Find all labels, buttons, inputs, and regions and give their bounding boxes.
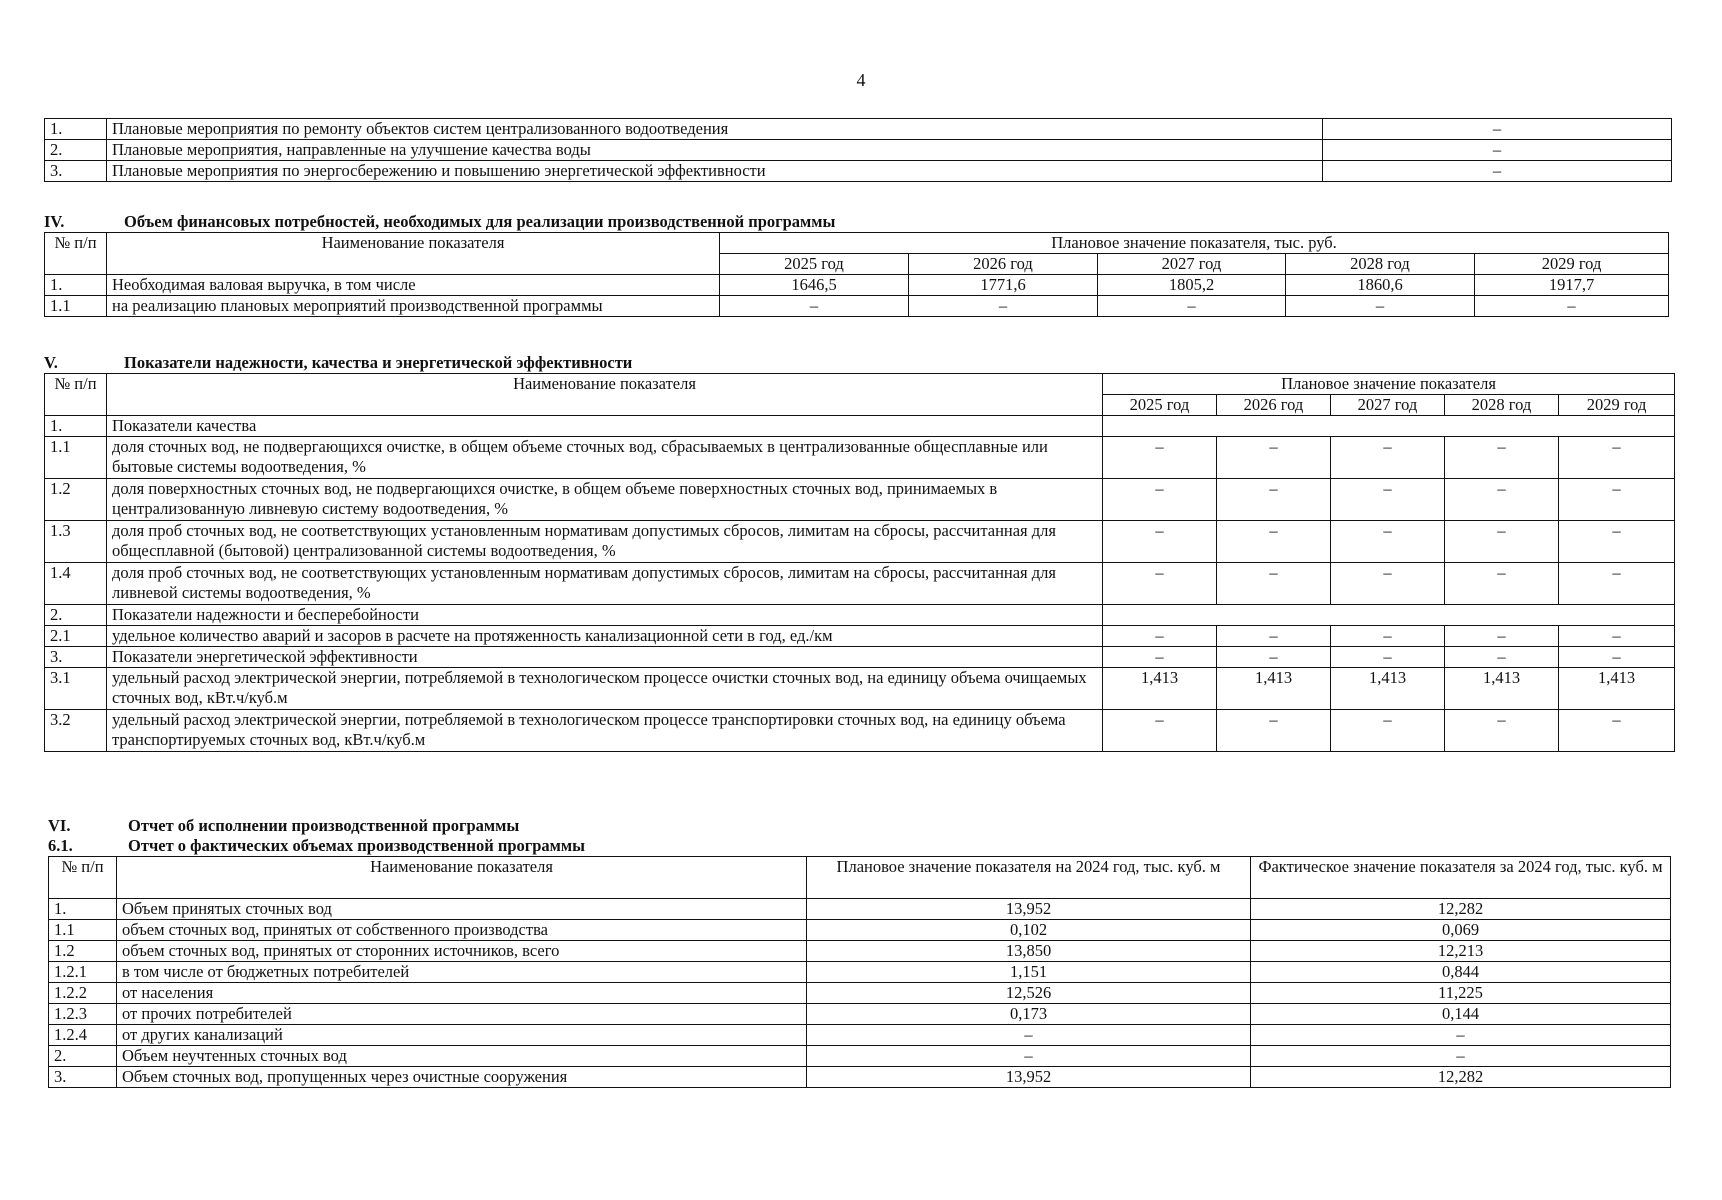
- row-plan-value: 13,952: [807, 1067, 1251, 1088]
- table-row: [49, 983, 1671, 1004]
- table-row: [45, 710, 1675, 752]
- production-volumes-report-table: [48, 856, 1671, 1088]
- table-row: [49, 899, 1671, 920]
- header-name: Наименование показателя: [107, 374, 1103, 416]
- section-vi-title: Отчет об исполнении производственной программы: [128, 816, 520, 835]
- header-num: № п/п: [49, 857, 117, 899]
- section-v-heading: [44, 353, 1675, 373]
- row-plan-value: 13,850: [807, 941, 1251, 962]
- row-name: удельный расход электрической энергии, потребляемой в технологическом процессе очистки сточных вод, на единицу объема очищаемых сточных вод, кВт.ч/куб.м: [107, 668, 1103, 710]
- row-value: –: [720, 296, 909, 317]
- row-value: –: [1103, 437, 1217, 479]
- table-row: [45, 479, 1675, 521]
- row-value: –: [1445, 647, 1559, 668]
- row-value: –: [1559, 521, 1675, 563]
- header-num: № п/п: [45, 233, 107, 275]
- section-6-1-heading: [48, 836, 1671, 856]
- row-value: 1,413: [1103, 668, 1217, 710]
- header-plan: Плановое значение показателя: [1103, 374, 1675, 395]
- row-name: объем сточных вод, принятых от сторонних источников, всего: [117, 941, 807, 962]
- section-iv-title: Объем финансовых потребностей, необходимых для реализации производственной программы: [124, 212, 836, 231]
- row-number: 1.2.2: [49, 983, 117, 1004]
- section-6-1-number: 6.1.: [48, 836, 73, 855]
- year-header: 2027 год: [1098, 254, 1286, 275]
- table-row: [49, 1067, 1671, 1088]
- row-plan-value: –: [807, 1046, 1251, 1067]
- header-name: Наименование показателя: [117, 857, 807, 899]
- section-vi-heading: [48, 816, 1671, 836]
- year-header: 2028 год: [1445, 395, 1559, 416]
- row-value: –: [1445, 521, 1559, 563]
- row-value: 1,413: [1331, 668, 1445, 710]
- row-value: –: [1445, 479, 1559, 521]
- row-value: –: [1445, 563, 1559, 605]
- header-name: Наименование показателя: [107, 233, 720, 275]
- row-value: 1,413: [1217, 668, 1331, 710]
- section-iv-number: IV.: [44, 212, 65, 231]
- row-number: 1.2.1: [49, 962, 117, 983]
- row-name: Необходимая валовая выручка, в том числе: [107, 275, 720, 296]
- row-value: 1860,6: [1286, 275, 1475, 296]
- row-value: –: [1445, 710, 1559, 752]
- row-number: 1.: [45, 119, 107, 140]
- table-row: [45, 296, 1669, 317]
- row-value: –: [1103, 626, 1217, 647]
- section-v: [44, 353, 1675, 752]
- row-value: 1,413: [1559, 668, 1675, 710]
- row-value: –: [1331, 521, 1445, 563]
- row-name: Объем сточных вод, пропущенных через очистные сооружения: [117, 1067, 807, 1088]
- row-value: –: [1217, 710, 1331, 752]
- row-fact-value: 0,144: [1251, 1004, 1671, 1025]
- row-number: 1.2: [45, 479, 107, 521]
- section-v-number: V.: [44, 353, 58, 372]
- table-row: [49, 941, 1671, 962]
- table-row: [45, 140, 1672, 161]
- row-number: 3.1: [45, 668, 107, 710]
- header-fact-2024: Фактическое значение показателя за 2024 год, тыс. куб. м: [1251, 857, 1671, 899]
- reliability-indicators-table: [44, 373, 1675, 752]
- row-value: 1805,2: [1098, 275, 1286, 296]
- row-value: –: [909, 296, 1098, 317]
- row-number: 1.2.3: [49, 1004, 117, 1025]
- row-number: 1.: [45, 416, 107, 437]
- row-fact-value: 12,282: [1251, 899, 1671, 920]
- page-number: 4: [856, 70, 866, 90]
- row-value: –: [1559, 626, 1675, 647]
- row-number: 1.2.4: [49, 1025, 117, 1046]
- row-number: 1.1: [45, 296, 107, 317]
- empty-cell: [1103, 605, 1675, 626]
- row-value: –: [1103, 647, 1217, 668]
- row-fact-value: 0,069: [1251, 920, 1671, 941]
- row-value: –: [1331, 647, 1445, 668]
- row-value: –: [1286, 296, 1475, 317]
- row-name: Объем неучтенных сточных вод: [117, 1046, 807, 1067]
- row-value: –: [1217, 647, 1331, 668]
- header-plan: Плановое значение показателя, тыс. руб.: [720, 233, 1669, 254]
- row-value: –: [1331, 563, 1445, 605]
- row-value: –: [1475, 296, 1669, 317]
- table-row: [45, 605, 1675, 626]
- header-plan-2024: Плановое значение показателя на 2024 год, тыс. куб. м: [807, 857, 1251, 899]
- row-name: Показатели энергетической эффективности: [107, 647, 1103, 668]
- table-row: [45, 626, 1675, 647]
- financial-needs-table: [44, 232, 1669, 317]
- table-row: [45, 521, 1675, 563]
- row-number: 2.: [45, 140, 107, 161]
- row-number: 2.1: [45, 626, 107, 647]
- row-name: доля поверхностных сточных вод, не подвергающихся очистке, в общем объеме поверхностных сточных вод, принимаемых в централизованную ливневую систему водоотведения, %: [107, 479, 1103, 521]
- row-value: 1771,6: [909, 275, 1098, 296]
- row-fact-value: 0,844: [1251, 962, 1671, 983]
- table-row: [49, 1025, 1671, 1046]
- year-header: 2026 год: [1217, 395, 1331, 416]
- row-name: Плановые мероприятия по энергосбережению и повышению энергетической эффективности: [107, 161, 1323, 182]
- row-name: Объем принятых сточных вод: [117, 899, 807, 920]
- year-header: 2025 год: [720, 254, 909, 275]
- row-fact-value: 12,282: [1251, 1067, 1671, 1088]
- row-name: Показатели надежности и бесперебойности: [107, 605, 1103, 626]
- row-value: –: [1331, 437, 1445, 479]
- table-row: [45, 416, 1675, 437]
- row-number: 1.2: [49, 941, 117, 962]
- row-value: –: [1323, 161, 1672, 182]
- row-name: удельное количество аварий и засоров в расчете на протяженность канализационной сети в год, ед./км: [107, 626, 1103, 647]
- empty-cell: [1103, 416, 1675, 437]
- row-plan-value: –: [807, 1025, 1251, 1046]
- section-v-title: Показатели надежности, качества и энергетической эффективности: [124, 353, 633, 372]
- row-plan-value: 0,173: [807, 1004, 1251, 1025]
- row-value: –: [1323, 140, 1672, 161]
- row-value: –: [1217, 563, 1331, 605]
- row-value: –: [1217, 437, 1331, 479]
- row-value: –: [1323, 119, 1672, 140]
- year-header: 2028 год: [1286, 254, 1475, 275]
- row-name: Показатели качества: [107, 416, 1103, 437]
- row-number: 1.1: [49, 920, 117, 941]
- row-name: доля проб сточных вод, не соответствующих установленным нормативам допустимых сбросов, лимитам на сбросы, рассчитанная для ливневой системы водоотведения, %: [107, 563, 1103, 605]
- year-header: 2029 год: [1475, 254, 1669, 275]
- row-value: –: [1103, 710, 1217, 752]
- header-num: № п/п: [45, 374, 107, 416]
- table-row: [45, 668, 1675, 710]
- table-row: [49, 1004, 1671, 1025]
- table-row: [45, 437, 1675, 479]
- table-row: [45, 563, 1675, 605]
- planned-measures-table: [44, 118, 1672, 182]
- row-number: 2.: [49, 1046, 117, 1067]
- row-value: –: [1103, 563, 1217, 605]
- row-value: –: [1217, 626, 1331, 647]
- year-header: 2025 год: [1103, 395, 1217, 416]
- row-number: 3.: [45, 647, 107, 668]
- row-value: 1646,5: [720, 275, 909, 296]
- section-iv: [44, 212, 1669, 317]
- row-name: от других канализаций: [117, 1025, 807, 1046]
- row-plan-value: 0,102: [807, 920, 1251, 941]
- section-iv-heading: [44, 212, 1669, 232]
- row-number: 1.4: [45, 563, 107, 605]
- row-value: –: [1559, 647, 1675, 668]
- table-row: [45, 647, 1675, 668]
- table-row: [45, 275, 1669, 296]
- row-name: от прочих потребителей: [117, 1004, 807, 1025]
- table-row: [45, 119, 1672, 140]
- section-vi-number: VI.: [48, 816, 71, 835]
- row-name: доля проб сточных вод, не соответствующих установленным нормативам допустимых сбросов, лимитам на сбросы, рассчитанная для общесплавной (бытовой) централизованной системы водоотведения, %: [107, 521, 1103, 563]
- row-name: Плановые мероприятия, направленные на улучшение качества воды: [107, 140, 1323, 161]
- row-value: 1,413: [1445, 668, 1559, 710]
- row-name: в том числе от бюджетных потребителей: [117, 962, 807, 983]
- year-header: 2029 год: [1559, 395, 1675, 416]
- year-header: 2027 год: [1331, 395, 1445, 416]
- table-row: [49, 962, 1671, 983]
- row-value: –: [1445, 626, 1559, 647]
- row-number: 1.3: [45, 521, 107, 563]
- row-plan-value: 1,151: [807, 962, 1251, 983]
- row-fact-value: –: [1251, 1046, 1671, 1067]
- row-value: –: [1559, 437, 1675, 479]
- row-name: Плановые мероприятия по ремонту объектов систем централизованного водоотведения: [107, 119, 1323, 140]
- row-number: 2.: [45, 605, 107, 626]
- row-number: 3.: [45, 161, 107, 182]
- row-value: –: [1217, 479, 1331, 521]
- row-value: –: [1098, 296, 1286, 317]
- row-name: от населения: [117, 983, 807, 1004]
- row-fact-value: –: [1251, 1025, 1671, 1046]
- row-number: 1.: [49, 899, 117, 920]
- year-header: 2026 год: [909, 254, 1098, 275]
- planned-measures-section: [44, 118, 1672, 182]
- row-value: –: [1559, 710, 1675, 752]
- row-value: –: [1331, 479, 1445, 521]
- row-fact-value: 11,225: [1251, 983, 1671, 1004]
- row-value: 1917,7: [1475, 275, 1669, 296]
- section-6-1-title: Отчет о фактических объемах производственной программы: [128, 836, 586, 855]
- section-vi: [48, 816, 1671, 1088]
- row-name: объем сточных вод, принятых от собственного производства: [117, 920, 807, 941]
- row-value: –: [1103, 521, 1217, 563]
- table-row: [49, 920, 1671, 941]
- row-name: на реализацию плановых мероприятий производственной программы: [107, 296, 720, 317]
- row-number: 3.: [49, 1067, 117, 1088]
- row-number: 1.: [45, 275, 107, 296]
- row-number: 3.2: [45, 710, 107, 752]
- row-name: удельный расход электрической энергии, потребляемой в технологическом процессе транспортировки сточных вод, на единицу объема транспортируемых сточных вод, кВт.ч/куб.м: [107, 710, 1103, 752]
- row-value: –: [1559, 479, 1675, 521]
- row-plan-value: 13,952: [807, 899, 1251, 920]
- row-value: –: [1331, 710, 1445, 752]
- table-row: [49, 1046, 1671, 1067]
- row-value: –: [1217, 521, 1331, 563]
- row-value: –: [1559, 563, 1675, 605]
- row-value: –: [1331, 626, 1445, 647]
- row-number: 1.1: [45, 437, 107, 479]
- row-value: –: [1103, 479, 1217, 521]
- row-value: –: [1445, 437, 1559, 479]
- row-name: доля сточных вод, не подвергающихся очистке, в общем объеме сточных вод, сбрасываемых в централизованные общесплавные или бытовые системы водоотведения, %: [107, 437, 1103, 479]
- row-plan-value: 12,526: [807, 983, 1251, 1004]
- row-fact-value: 12,213: [1251, 941, 1671, 962]
- table-row: [45, 161, 1672, 182]
